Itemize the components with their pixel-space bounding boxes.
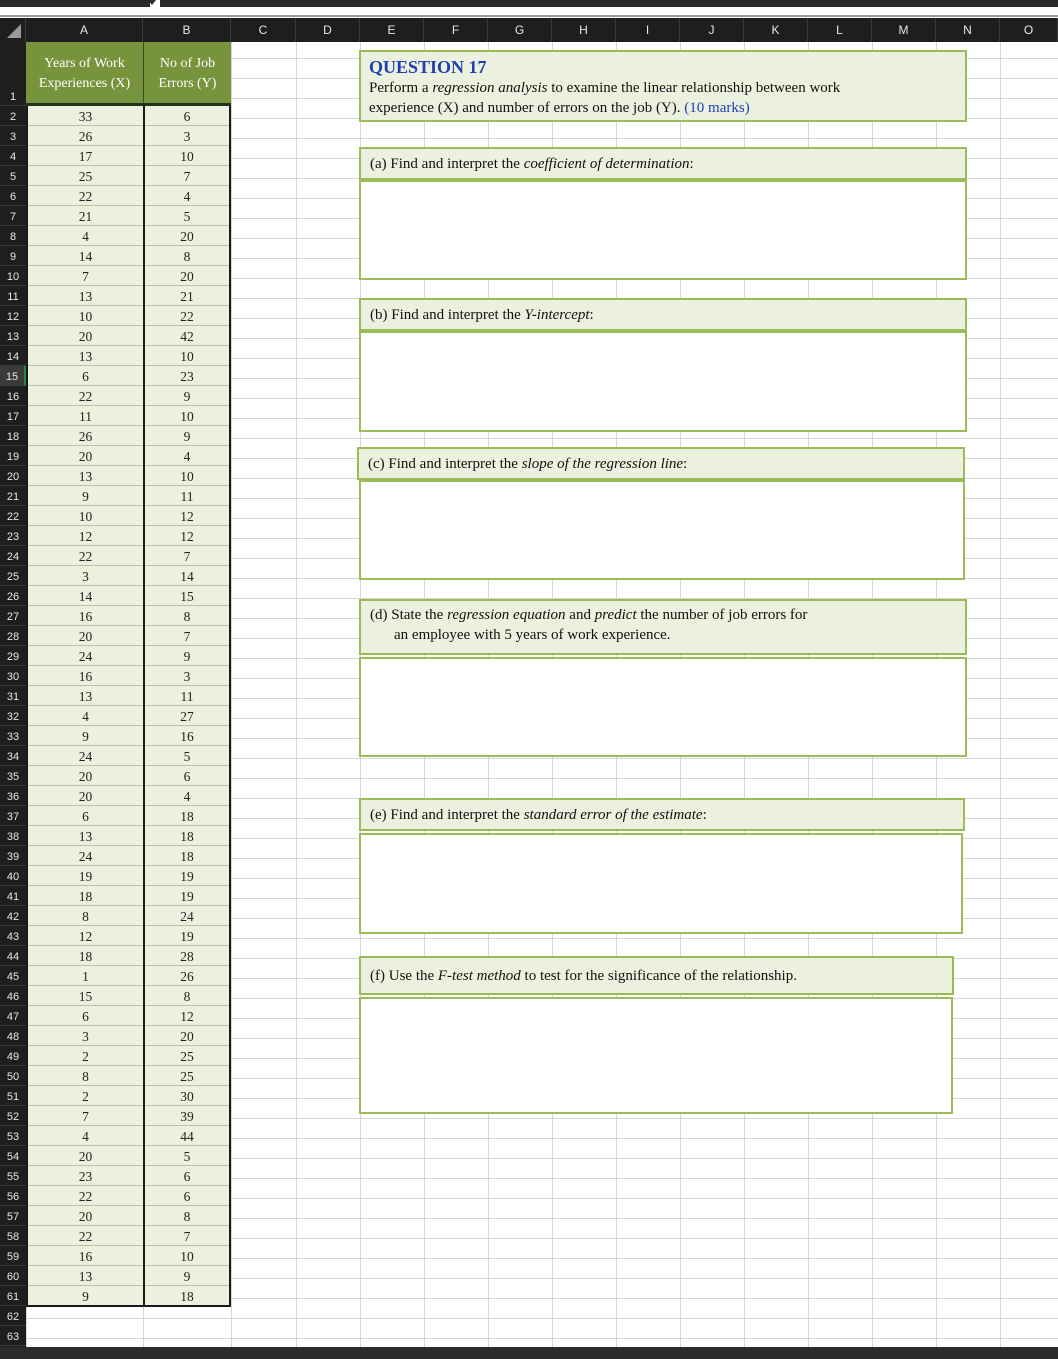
row-header-11[interactable]: 11 xyxy=(0,286,26,306)
y-cell[interactable]: 6 xyxy=(145,106,229,126)
row-header-23[interactable]: 23 xyxy=(0,526,26,546)
column-header-o[interactable]: O xyxy=(1000,18,1058,42)
x-cell[interactable]: 6 xyxy=(28,806,143,826)
header-x-line1: Years of Work xyxy=(44,56,125,71)
x-cell[interactable]: 7 xyxy=(28,1106,143,1126)
row-header-31[interactable]: 31 xyxy=(0,686,26,706)
y-cell[interactable]: 7 xyxy=(145,626,229,646)
row-header-58[interactable]: 58 xyxy=(0,1226,26,1246)
question-intro-line2: experience (X) and number of errors on the job (Y). (10 marks) xyxy=(369,100,750,116)
x-cell[interactable]: 16 xyxy=(28,1246,143,1266)
column-gridline xyxy=(296,42,297,1347)
row-header-52[interactable]: 52 xyxy=(0,1106,26,1126)
x-cell[interactable]: 16 xyxy=(28,606,143,626)
x-cell[interactable]: 13 xyxy=(28,826,143,846)
row-header-57[interactable]: 57 xyxy=(0,1206,26,1226)
row-header-49[interactable]: 49 xyxy=(0,1046,26,1066)
y-cell[interactable]: 19 xyxy=(145,886,229,906)
row-header-56[interactable]: 56 xyxy=(0,1186,26,1206)
x-cell[interactable]: 24 xyxy=(28,746,143,766)
row-header-5[interactable]: 5 xyxy=(0,166,26,186)
row-header-50[interactable]: 50 xyxy=(0,1066,26,1086)
x-cell[interactable]: 14 xyxy=(28,246,143,266)
x-cell[interactable]: 12 xyxy=(28,926,143,946)
row-header-42[interactable]: 42 xyxy=(0,906,26,926)
x-cell[interactable]: 20 xyxy=(28,626,143,646)
x-cell[interactable]: 20 xyxy=(28,1146,143,1166)
row-header-22[interactable]: 22 xyxy=(0,506,26,526)
x-cell[interactable]: 20 xyxy=(28,446,143,466)
x-cell[interactable]: 4 xyxy=(28,1126,143,1146)
part-d-answer-box[interactable] xyxy=(359,657,967,757)
row-header-33[interactable]: 33 xyxy=(0,726,26,746)
x-cell[interactable]: 22 xyxy=(28,546,143,566)
row-header-20[interactable]: 20 xyxy=(0,466,26,486)
x-cell[interactable]: 13 xyxy=(28,286,143,306)
y-cell[interactable]: 39 xyxy=(145,1106,229,1126)
select-all-icon xyxy=(7,24,21,38)
column-header-n[interactable]: N xyxy=(936,18,1000,42)
row-header-43[interactable]: 43 xyxy=(0,926,26,946)
y-cell[interactable]: 3 xyxy=(145,666,229,686)
x-cell[interactable]: 20 xyxy=(28,326,143,346)
table-bottom-border xyxy=(26,1305,231,1307)
y-cell[interactable]: 7 xyxy=(145,1226,229,1246)
part-b-answer-box[interactable] xyxy=(359,331,967,432)
row-header-9[interactable]: 9 xyxy=(0,246,26,266)
y-cell[interactable]: 18 xyxy=(145,1286,229,1306)
question-marks: (10 marks) xyxy=(684,100,750,116)
y-cell[interactable]: 30 xyxy=(145,1086,229,1106)
column-header-k[interactable]: K xyxy=(744,18,808,42)
x-cell[interactable]: 9 xyxy=(28,1286,143,1306)
row-header-48[interactable]: 48 xyxy=(0,1026,26,1046)
y-cell[interactable]: 7 xyxy=(145,166,229,186)
question-intro: Perform a regression analysis to examine the linear relationship between work xyxy=(369,80,841,96)
row-header-39[interactable]: 39 xyxy=(0,846,26,866)
row-header-21[interactable]: 21 xyxy=(0,486,26,506)
x-cell[interactable]: 9 xyxy=(28,486,143,506)
y-cell[interactable]: 10 xyxy=(145,406,229,426)
x-cell[interactable]: 7 xyxy=(28,266,143,286)
column-header-h[interactable]: H xyxy=(552,18,616,42)
y-cell[interactable]: 18 xyxy=(145,806,229,826)
row-header-3[interactable]: 3 xyxy=(0,126,26,146)
y-cell[interactable]: 18 xyxy=(145,826,229,846)
row-header-4[interactable]: 4 xyxy=(0,146,26,166)
column-header-bar xyxy=(0,18,1058,42)
row-header-2[interactable]: 2 xyxy=(0,106,26,126)
column-header-g[interactable]: G xyxy=(488,18,552,42)
y-cell[interactable]: 20 xyxy=(145,226,229,246)
row-header-46[interactable]: 46 xyxy=(0,986,26,1006)
y-cell[interactable]: 20 xyxy=(145,1026,229,1046)
x-cell[interactable]: 6 xyxy=(28,1006,143,1026)
x-cell[interactable]: 18 xyxy=(28,886,143,906)
x-cell[interactable]: 20 xyxy=(28,786,143,806)
x-cell[interactable]: 2 xyxy=(28,1046,143,1066)
column-header-j[interactable]: J xyxy=(680,18,744,42)
question-text-box[interactable] xyxy=(359,50,967,122)
y-cell[interactable]: 9 xyxy=(145,386,229,406)
row-header-41[interactable]: 41 xyxy=(0,886,26,906)
y-cell[interactable]: 12 xyxy=(145,526,229,546)
x-cell[interactable]: 22 xyxy=(28,186,143,206)
x-cell[interactable]: 13 xyxy=(28,346,143,366)
toolbar-divider xyxy=(0,15,1058,17)
x-cell[interactable]: 15 xyxy=(28,986,143,1006)
column-header-e[interactable]: E xyxy=(360,18,424,42)
y-cell[interactable]: 25 xyxy=(145,1066,229,1086)
y-cell[interactable]: 7 xyxy=(145,546,229,566)
row-header-30[interactable]: 30 xyxy=(0,666,26,686)
y-cell[interactable]: 24 xyxy=(145,906,229,926)
y-cell[interactable]: 11 xyxy=(145,486,229,506)
y-cell[interactable]: 23 xyxy=(145,366,229,386)
column-header-d[interactable]: D xyxy=(296,18,360,42)
y-cell[interactable]: 9 xyxy=(145,426,229,446)
y-cell[interactable]: 5 xyxy=(145,746,229,766)
x-cell[interactable]: 12 xyxy=(28,526,143,546)
row-header-61[interactable]: 61 xyxy=(0,1286,26,1306)
column-gridline xyxy=(231,42,232,1347)
x-cell[interactable]: 20 xyxy=(28,766,143,786)
part-b-prompt[interactable]: (b) Find and interpret the Y-intercept: xyxy=(359,298,967,331)
y-cell[interactable]: 19 xyxy=(145,866,229,886)
row-header-60[interactable]: 60 xyxy=(0,1266,26,1286)
y-cell[interactable]: 16 xyxy=(145,726,229,746)
row-header-26[interactable]: 26 xyxy=(0,586,26,606)
y-cell[interactable]: 10 xyxy=(145,466,229,486)
x-cell[interactable]: 24 xyxy=(28,846,143,866)
x-cell[interactable]: 3 xyxy=(28,1026,143,1046)
column-y-values xyxy=(143,106,231,1307)
row-header-17[interactable]: 17 xyxy=(0,406,26,426)
header-y-line2: Errors (Y) xyxy=(158,76,217,91)
horizontal-scrollbar[interactable] xyxy=(0,1347,1058,1359)
row-header-53[interactable]: 53 xyxy=(0,1126,26,1146)
x-cell[interactable]: 26 xyxy=(28,126,143,146)
part-a-answer-box[interactable] xyxy=(359,180,967,280)
row-header-25[interactable]: 25 xyxy=(0,566,26,586)
y-cell[interactable]: 10 xyxy=(145,146,229,166)
row-header-18[interactable]: 18 xyxy=(0,426,26,446)
y-cell[interactable]: 6 xyxy=(145,1186,229,1206)
x-cell[interactable]: 26 xyxy=(28,426,143,446)
row-header-12[interactable]: 12 xyxy=(0,306,26,326)
y-cell[interactable]: 5 xyxy=(145,206,229,226)
top-toolbar-strip xyxy=(0,0,1058,18)
x-cell[interactable]: 6 xyxy=(28,366,143,386)
part-d-prompt[interactable]: (d) State the regression equation and predict the number of job errors for an employee with 5 years of work experience. xyxy=(359,599,967,655)
part-c-prompt[interactable]: (c) Find and interpret the slope of the regression line: xyxy=(357,447,965,480)
y-cell[interactable]: 5 xyxy=(145,1146,229,1166)
y-cell[interactable]: 9 xyxy=(145,646,229,666)
y-cell[interactable]: 11 xyxy=(145,686,229,706)
column-header-m[interactable]: M xyxy=(872,18,936,42)
y-cell[interactable]: 22 xyxy=(145,306,229,326)
y-cell[interactable]: 12 xyxy=(145,1006,229,1026)
y-cell[interactable]: 8 xyxy=(145,1206,229,1226)
y-cell[interactable]: 12 xyxy=(145,506,229,526)
x-cell[interactable]: 13 xyxy=(28,1266,143,1286)
x-cell[interactable]: 16 xyxy=(28,666,143,686)
column-header-i[interactable]: I xyxy=(616,18,680,42)
part-f-answer-box[interactable] xyxy=(359,997,953,1114)
y-cell[interactable]: 15 xyxy=(145,586,229,606)
row-header-63[interactable]: 63 xyxy=(0,1326,26,1346)
column-header-c[interactable]: C xyxy=(231,18,296,42)
header-job-errors[interactable] xyxy=(143,42,231,106)
row-header-19[interactable]: 19 xyxy=(0,446,26,466)
y-cell[interactable]: 6 xyxy=(145,1166,229,1186)
row-header-44[interactable]: 44 xyxy=(0,946,26,966)
row-header-45[interactable]: 45 xyxy=(0,966,26,986)
row-header-1[interactable]: 1 xyxy=(0,42,26,106)
column-header-a[interactable]: A xyxy=(26,18,143,42)
part-e-answer-box[interactable] xyxy=(359,833,963,934)
row-header-62[interactable]: 62 xyxy=(0,1306,26,1326)
y-cell[interactable]: 42 xyxy=(145,326,229,346)
y-cell[interactable]: 8 xyxy=(145,606,229,626)
x-cell[interactable]: 22 xyxy=(28,1226,143,1246)
part-e-prompt[interactable]: (e) Find and interpret the standard error of the estimate: xyxy=(359,798,965,831)
y-cell[interactable]: 8 xyxy=(145,246,229,266)
x-cell[interactable]: 33 xyxy=(28,106,143,126)
y-cell[interactable]: 4 xyxy=(145,186,229,206)
x-cell[interactable]: 1 xyxy=(28,966,143,986)
y-cell[interactable]: 8 xyxy=(145,986,229,1006)
column-x-values xyxy=(26,106,143,1307)
part-a-prompt[interactable]: (a) Find and interpret the coefficient of determination: xyxy=(359,147,967,180)
x-cell[interactable]: 10 xyxy=(28,506,143,526)
header-years-of-work[interactable] xyxy=(26,42,143,106)
row-header-47[interactable]: 47 xyxy=(0,1006,26,1026)
x-cell[interactable]: 14 xyxy=(28,586,143,606)
formula-bar[interactable] xyxy=(160,0,1058,7)
row-header-10[interactable]: 10 xyxy=(0,266,26,286)
x-cell[interactable]: 22 xyxy=(28,1186,143,1206)
x-cell[interactable]: 13 xyxy=(28,686,143,706)
y-cell[interactable]: 14 xyxy=(145,566,229,586)
x-cell[interactable]: 19 xyxy=(28,866,143,886)
y-cell[interactable]: 20 xyxy=(145,266,229,286)
x-cell[interactable]: 10 xyxy=(28,306,143,326)
column-gridline xyxy=(1000,42,1001,1347)
row-header-8[interactable]: 8 xyxy=(0,226,26,246)
row-header-bar xyxy=(0,42,26,1347)
y-cell[interactable]: 3 xyxy=(145,126,229,146)
y-cell[interactable]: 4 xyxy=(145,786,229,806)
y-cell[interactable]: 10 xyxy=(145,1246,229,1266)
part-f-prompt[interactable]: (f) Use the F-test method to test for the significance of the relationship. xyxy=(359,956,954,995)
y-cell[interactable]: 28 xyxy=(145,946,229,966)
x-cell[interactable]: 9 xyxy=(28,726,143,746)
row-header-36[interactable]: 36 xyxy=(0,786,26,806)
row-header-24[interactable]: 24 xyxy=(0,546,26,566)
x-cell[interactable]: 3 xyxy=(28,566,143,586)
column-header-l[interactable]: L xyxy=(808,18,872,42)
row-header-54[interactable]: 54 xyxy=(0,1146,26,1166)
x-cell[interactable]: 2 xyxy=(28,1086,143,1106)
row-header-16[interactable]: 16 xyxy=(0,386,26,406)
row-header-7[interactable]: 7 xyxy=(0,206,26,226)
x-cell[interactable]: 4 xyxy=(28,706,143,726)
x-cell[interactable]: 8 xyxy=(28,1066,143,1086)
row-header-34[interactable]: 34 xyxy=(0,746,26,766)
y-cell[interactable]: 25 xyxy=(145,1046,229,1066)
y-cell[interactable]: 6 xyxy=(145,766,229,786)
row-header-37[interactable]: 37 xyxy=(0,806,26,826)
row-header-14[interactable]: 14 xyxy=(0,346,26,366)
y-cell[interactable]: 26 xyxy=(145,966,229,986)
row-header-15[interactable]: 15 xyxy=(0,366,26,386)
y-cell[interactable]: 27 xyxy=(145,706,229,726)
row-header-40[interactable]: 40 xyxy=(0,866,26,886)
row-header-29[interactable]: 29 xyxy=(0,646,26,666)
row-header-38[interactable]: 38 xyxy=(0,826,26,846)
header-x-line2: Experiences (X) xyxy=(38,76,131,91)
y-cell[interactable]: 10 xyxy=(145,346,229,366)
row-header-28[interactable]: 28 xyxy=(0,626,26,646)
name-box-dropdown-icon[interactable] xyxy=(148,0,156,5)
question-title: QUESTION 17 xyxy=(369,57,487,77)
row-header-27[interactable]: 27 xyxy=(0,606,26,626)
column-header-f[interactable]: F xyxy=(424,18,488,42)
row-header-6[interactable]: 6 xyxy=(0,186,26,206)
x-cell[interactable]: 25 xyxy=(28,166,143,186)
row-header-51[interactable]: 51 xyxy=(0,1086,26,1106)
x-cell[interactable]: 13 xyxy=(28,466,143,486)
header-y-line1: No of Job xyxy=(159,56,216,71)
x-cell[interactable]: 22 xyxy=(28,386,143,406)
x-cell[interactable]: 24 xyxy=(28,646,143,666)
formula-bar-track xyxy=(0,0,150,7)
y-cell[interactable]: 19 xyxy=(145,926,229,946)
x-cell[interactable]: 11 xyxy=(28,406,143,426)
y-cell[interactable]: 9 xyxy=(145,1266,229,1286)
y-cell[interactable]: 44 xyxy=(145,1126,229,1146)
row-header-35[interactable]: 35 xyxy=(0,766,26,786)
part-c-answer-box[interactable] xyxy=(359,480,965,580)
select-all-corner[interactable] xyxy=(0,18,26,42)
y-cell[interactable]: 4 xyxy=(145,446,229,466)
x-cell[interactable]: 8 xyxy=(28,906,143,926)
row-header-59[interactable]: 59 xyxy=(0,1246,26,1266)
row-header-55[interactable]: 55 xyxy=(0,1166,26,1186)
x-cell[interactable]: 20 xyxy=(28,1206,143,1226)
x-cell[interactable]: 18 xyxy=(28,946,143,966)
row-header-13[interactable]: 13 xyxy=(0,326,26,346)
x-cell[interactable]: 17 xyxy=(28,146,143,166)
x-cell[interactable]: 23 xyxy=(28,1166,143,1186)
x-cell[interactable]: 4 xyxy=(28,226,143,246)
x-cell[interactable]: 21 xyxy=(28,206,143,226)
column-header-b[interactable]: B xyxy=(143,18,231,42)
row-header-32[interactable]: 32 xyxy=(0,706,26,726)
y-cell[interactable]: 21 xyxy=(145,286,229,306)
y-cell[interactable]: 18 xyxy=(145,846,229,866)
